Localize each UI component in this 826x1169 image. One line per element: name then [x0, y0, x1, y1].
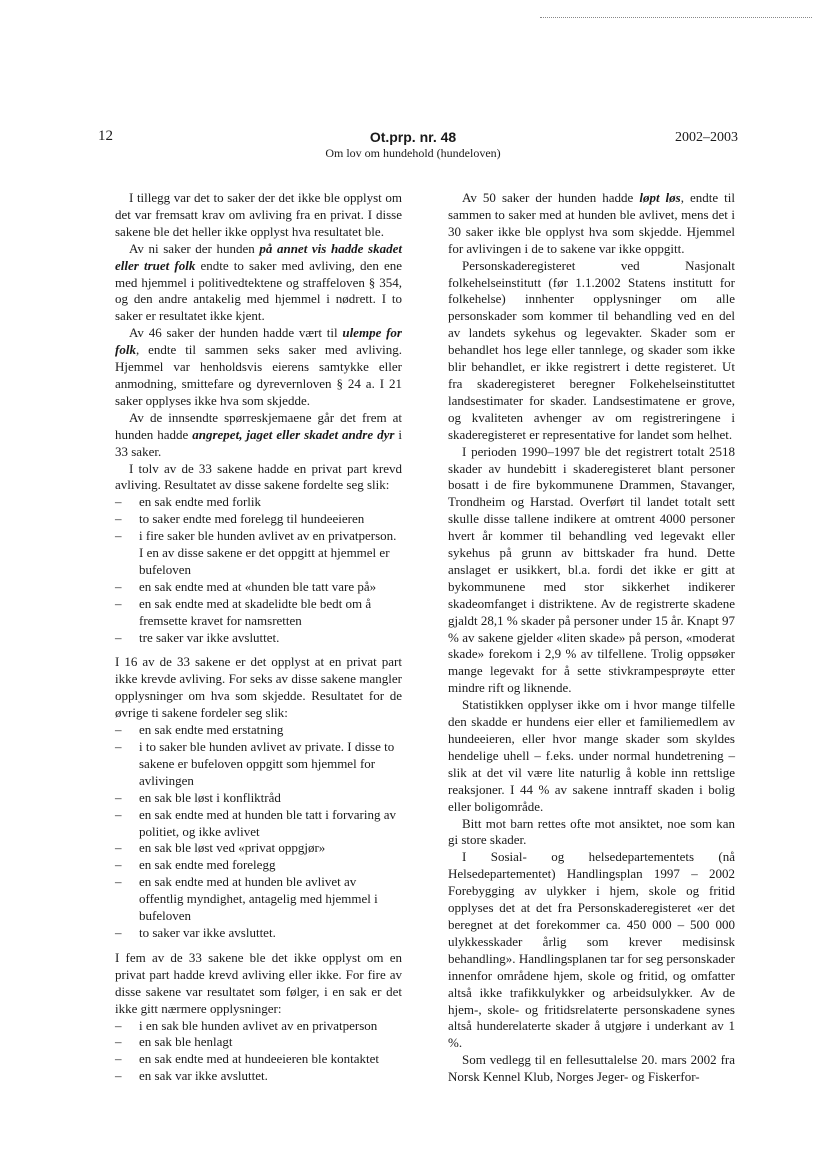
paragraph: I perioden 1990–1997 ble det registrert totalt 2518 skader av hundebitt i skaderegisteret blant personer bosatt i de fire bykommunene Drammen, Stavanger, Trondheim og Harstad. Overført til landet totalt sett skulle disse tallene indikere at omtrent 4000 personer hvert år kommer til behandling ved legevakt eller sykehus på grunn av bittskader fra hund. Dette anslaget er usikkert, bl.a. fordi det ikke er gitt at bykommunene med stor sikkerhet indikerer skadeomfanget i distriktene. Av de registrerte skadene gjaldt 28,1 % skader på personer under 15 år. Knapt 97 % av sakene gjelder «liten skade» på person, «moderat skade» forekom i 2,9 % av tilfellene. Trolig oppsøker mange legevakt for å sette stivkrampesprøyte etter mindre rift og liknende. [448, 443, 735, 696]
list-item: – tre saker var ikke avsluttet. [115, 630, 402, 647]
emphasis: løpt løs [639, 190, 681, 205]
list-item: – i to saker ble hunden avlivet av private. I disse to sakene er bufeloven oppgitt som hjemmel for avlivingen [115, 739, 402, 790]
paragraph: I tolv av de 33 sakene hadde en privat part krevd avliving. Resultatet av disse sakene fordelte seg slik: [115, 460, 402, 493]
list-item: – en sak endte med at hunden ble avlivet av offentlig myndighet, antagelig med hjemmel i bufeloven [115, 874, 402, 925]
emphasis: angrepet, jaget eller skadet andre dyr [192, 426, 395, 442]
emphasis: ulempe for folk [115, 325, 402, 358]
result-list-3 [115, 1018, 402, 1086]
list-item: – en sak endte med at «hunden ble tatt vare på» [115, 579, 402, 596]
paragraph: Personskaderegisteret ved Nasjonalt folkehelseinstitutt (før 1.1.2002 Statens institutt for folkehelse) innhenter opplysninger om alle personskader som kommer til behandling ved en del av landets sykehus og legevakter. Skader som er behandlet hos lege eller tannlege, og skader som ikke blir behandlet, er ikke registrert i dette registeret. Ut fra skaderegisteret beregner Folkehelseinstituttet landsestimater for skader. Landsestimatene er grove, og kvaliteten avhenger av om registreringene i skaderegisteret er representative for landet som helhet. [448, 257, 735, 442]
list-item: – en sak endte med erstatning [115, 722, 402, 739]
paragraph [448, 190, 735, 258]
list-item: – en sak ble løst i konfliktråd [115, 790, 402, 807]
right-column [448, 190, 735, 1086]
list-item: – i fire saker ble hunden avlivet av en privatperson. I en av disse sakene er det oppgitt at hjemmel er bufeloven [115, 528, 402, 579]
paragraph [115, 410, 402, 461]
text-run: i 33 saker. [115, 426, 402, 459]
text-run: , endte til sammen seks saker med avliving. Hjemmel var henholdsvis eierens samtykke eller anmodning, smittefare og dyrevernloven § 24 a. I 21 saker opplyses ikke hva som skjedde. [115, 342, 402, 408]
text-run: Av ni saker der hunden [129, 240, 260, 256]
list-item: – en sak endte med at hunden ble tatt i forvaring av politiet, og ikke avlivet [115, 807, 402, 841]
emphasis: på annet vis hadde skadet eller truet folk [115, 240, 402, 273]
list-item: – to saker endte med forelegg til hundeeieren [115, 511, 402, 528]
text-run: Av 50 saker der hunden hadde [462, 190, 640, 205]
text-run: , endte til sammen to saker med at hunden ble avlivet, mens det i 30 saker ikke ble opplyst hva som skjedde. Hjemmel for avlivingen i de to sakene var ikke oppgitt. [448, 190, 735, 256]
paragraph: Bitt mot barn rettes ofte mot ansiktet, noe som kan gi store skader. [448, 815, 735, 848]
paragraph: I tillegg var det to saker der det ikke ble opplyst om det var fremsatt krav om avliving fra en privat. I disse sakene ble det heller ikke opplyst hva resultatet ble. [115, 190, 402, 239]
list-item: – en sak endte med forlik [115, 494, 402, 511]
paragraph: I fem av de 33 sakene ble det ikke opplyst om en privat part hadde krevd avliving eller ikke. For fire av disse sakene var resultatet som følger, i en sak er det ikke gitt nærmere opplysninger: [115, 949, 402, 1016]
paragraph [115, 325, 402, 410]
text-run: Av 46 saker der hunden hadde vært til [129, 325, 343, 341]
list-item: – en sak endte med at hundeeieren ble kontaktet [115, 1051, 402, 1068]
text-run: endte to saker med avliving, den ene med hjemmel i politivedtektene og straffeloven § 354, og den andre antakelig med hjemmel i nødrett. I to saker er resultatet ikke kjent. [115, 257, 403, 324]
paragraph: Statistikken opplyser ikke om i hvor mange tilfelle den skadde er hundens eier eller et familiemedlem av hundeeieren, eller hvor mange skader som skyldes hendelige uhell – f.eks. under normal hundetrening – slik at det vil være lite naturlig å koble inn rettslige reaksjoner. I 44 % av sakene inntraff skaden i bolig eller boligområde. [448, 697, 735, 814]
document-title: Ot.prp. nr. 48 [369, 129, 457, 145]
list-item: – to saker var ikke avsluttet. [115, 925, 402, 942]
list-item: – en sak endte med at skadelidte ble bedt om å fremsette kravet for namsretten [115, 596, 402, 630]
result-list-1 [115, 494, 402, 646]
text-run: Av de innsendte spørreskjemaene går det frem at hunden hadde [115, 409, 402, 442]
paragraph: Som vedlegg til en fellesuttalelse 20. mars 2002 fra Norsk Kennel Klub, Norges Jeger- og Fiskerfor- [448, 1052, 735, 1085]
document-subtitle: Om lov om hundehold (hundeloven) [325, 146, 501, 160]
paragraph [115, 241, 402, 326]
left-column [115, 190, 402, 1085]
list-item: – en sak ble henlagt [115, 1034, 402, 1051]
list-item: – en sak ble løst ved «privat oppgjør» [115, 840, 402, 857]
list-item: – en sak var ikke avsluttet. [115, 1068, 402, 1085]
page-header [0, 128, 826, 168]
session-year: 2002–2003 [675, 130, 738, 145]
list-item: – en sak endte med forelegg [115, 857, 402, 874]
list-item: – i en sak ble hunden avlivet av en privatperson [115, 1018, 402, 1035]
scan-dotted-line [540, 17, 812, 18]
paragraph: I Sosial- og helsedepartementets (nå Helsedepartementet) Handlingsplan 1997 – 2002 Forebygging av ulykker i hjem, skole og fritid opplyses det at det fra Personskaderegisteret «er det beregnet at det forekommer ca. 450 000 – 500 000 ulykkesskader årlig som krever medisinsk behandling». Handlingsplanen tar for seg personskader innenfor områdene hjem, skole og fritid, og omfatter altså ikke trafikkulykker og arbeidsulykker. Av de hjem-, skole- og fritidsrelaterte personskadene synes altså hunderelaterte skader å utgjøre i underkant av 1 %. [448, 849, 735, 1051]
result-list-2 [115, 722, 402, 942]
paragraph: I 16 av de 33 sakene er det opplyst at en privat part ikke krevde avliving. For seks av disse sakene mangler opplysninger om hva som skjedde. Resultatet for de øvrige ti sakene fordeler seg slik: [115, 654, 402, 721]
page-number: 12 [98, 128, 113, 144]
